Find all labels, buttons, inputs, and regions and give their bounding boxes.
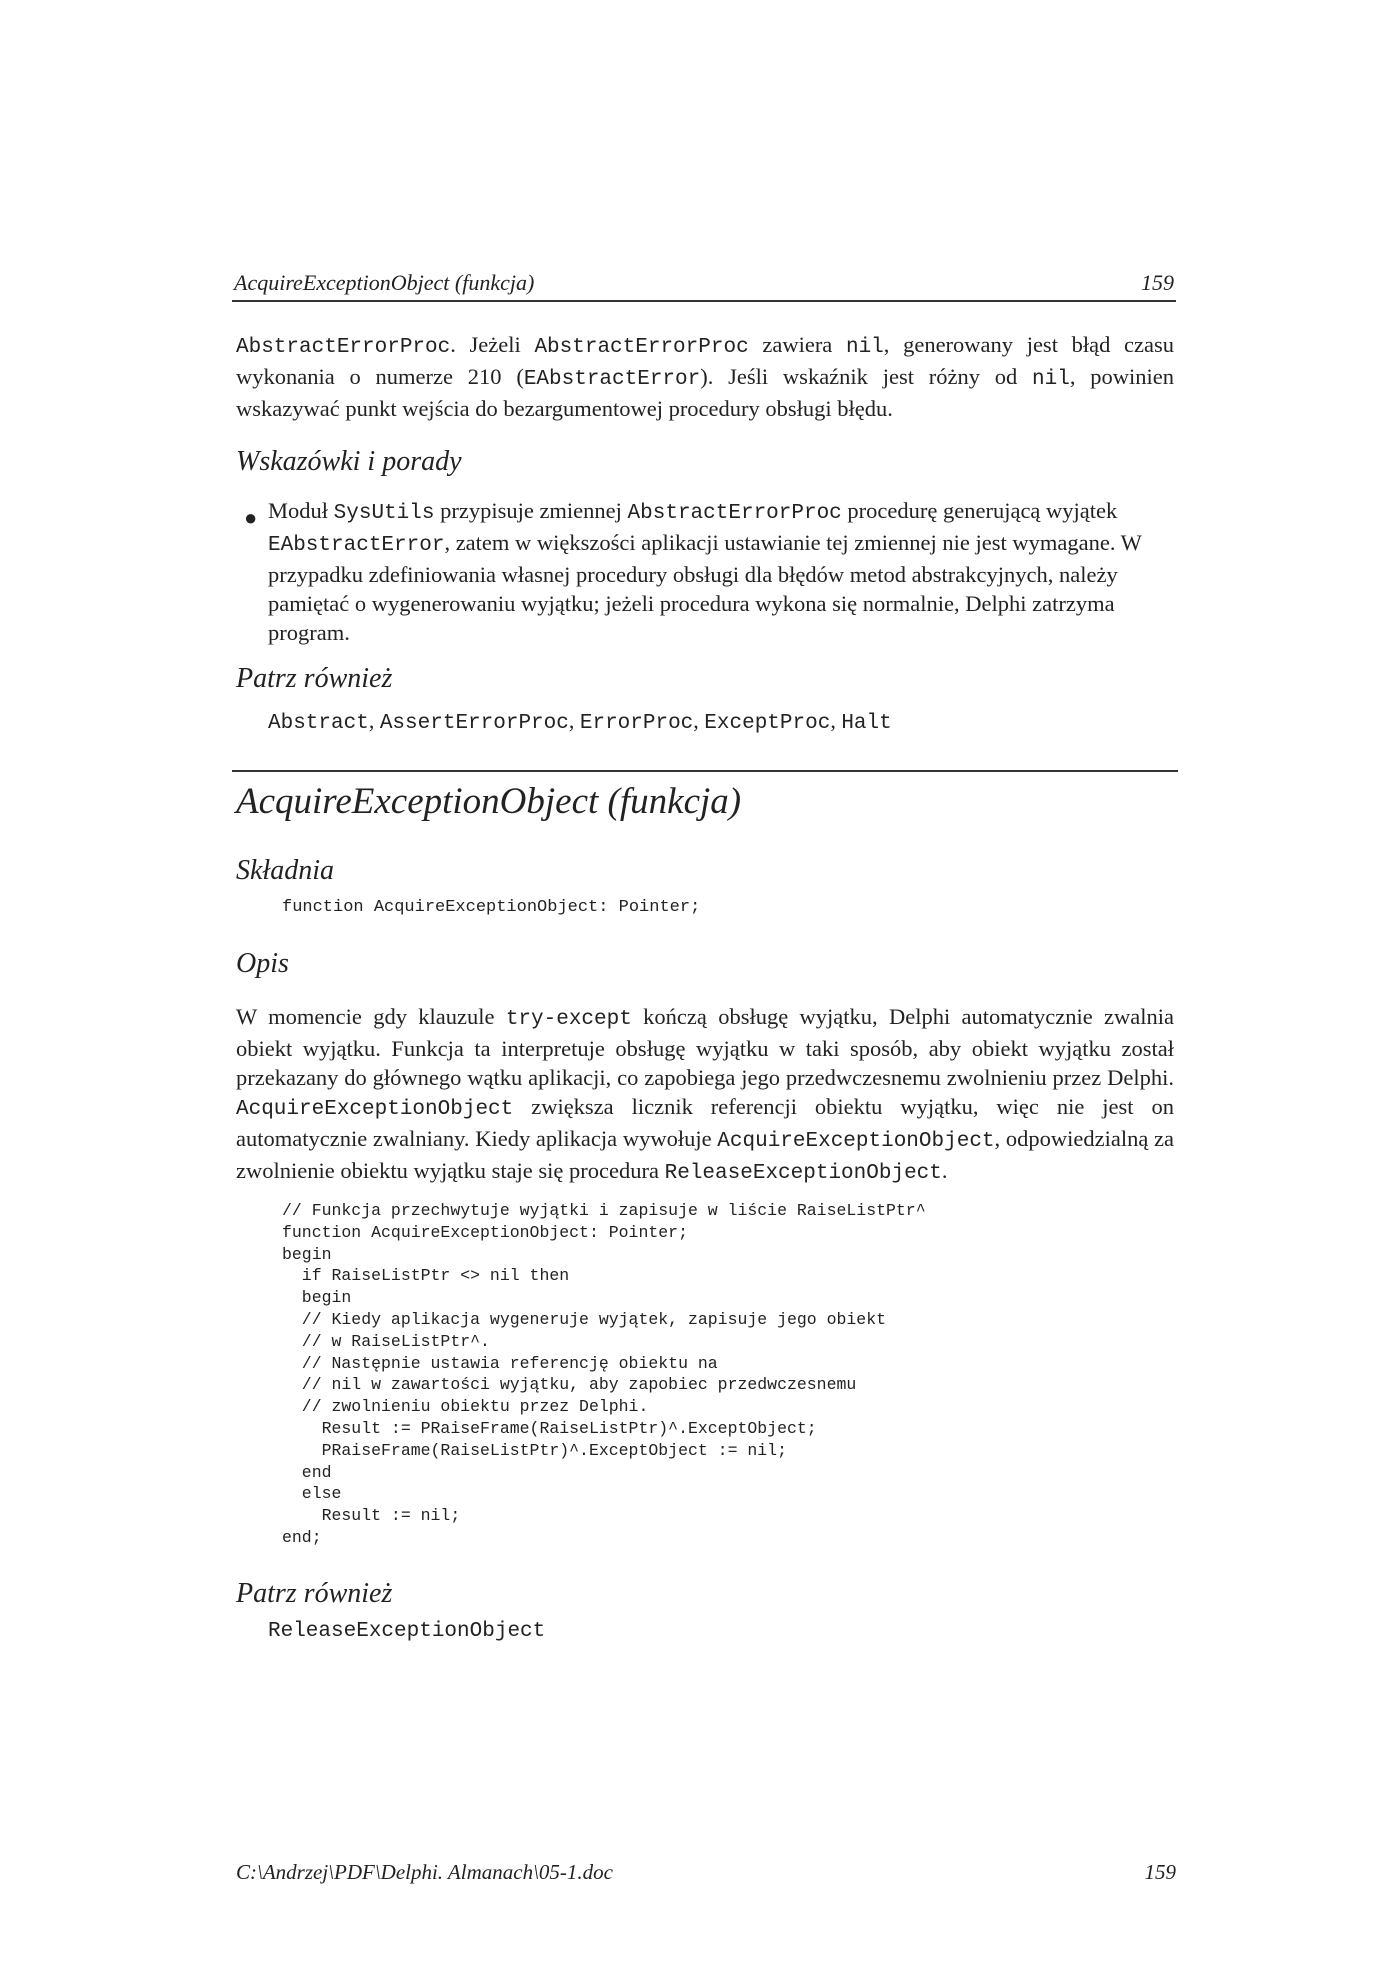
see-also-link[interactable]: AssertErrorProc <box>379 712 569 735</box>
code-term: EAbstractError <box>523 368 701 391</box>
code-listing: // Funkcja przechwytuje wyjątki i zapisuje w liście RaiseListPtr^ function AcquireExceptionObject: Pointer; begin if RaiseListPtr <> nil then begin // Kiedy aplikacja wygeneruje wyjątek, zapisuje jego obiekt // w RaiseListPtr^. // Następnie ustawia referencję obiektu na // nil w zawartości wyjątku, aby zapobiec przedwczesnemu // zwolnieniu obiektu przez Delphi. Result := PRaiseFrame(RaiseListPtr)^.ExceptObject; PRaiseFrame(RaiseListPtr)^.ExceptObject := nil; end else Result := nil; end; <box>282 1201 926 1547</box>
code-term: AcquireExceptionObject <box>236 1098 514 1121</box>
running-head <box>232 266 1176 302</box>
section-divider <box>232 770 1178 772</box>
code-term: nil <box>1032 368 1070 391</box>
see-also-list: Abstract, AssertErrorProc, ErrorProc, ExceptProc, Halt <box>268 708 892 735</box>
see-also-link[interactable]: ReleaseExceptionObject <box>268 1620 546 1643</box>
tips-bullet-item: Moduł SysUtils przypisuje zmiennej AbstractErrorProc procedurę generującą wyjątek EAbstractError, zatem w większości aplikacji ustawianie tej zmiennej nie jest wymagane. W przypadku zdefiniowania własnej procedury obsługi dla błędów metod abstrakcyjnych, należy pamiętać o wygenerowaniu wyjątku; jeżeli procedura wykona się normalnie, Delphi zatrzyma program. <box>268 498 1142 645</box>
description-paragraph: W momencie gdy klauzule try-except kończą obsługę wyjątku, Delphi automatycznie zwalnia obiekt wyjątku. Funkcja ta interpretuje obsługę wyjątku w taki sposób, aby obiekt wyjątku został przekazany do głównego wątku aplikacji, co zapobiega jego przedwczesnemu zwolnieniu przez Delphi. AcquireExceptionObject zwiększa licznik referencji obiektu wyjątku, więc nie jest on automatycznie zwalniany. Kiedy aplikacja wywołuje AcquireExceptionObject, odpowiedzialną za zwolnienie obiektu wyjątku staje się procedura ReleaseExceptionObject. <box>236 1004 1174 1185</box>
running-head-page-number: 159 <box>1141 270 1174 295</box>
code-term: try-except <box>505 1008 632 1031</box>
see-also-heading: Patrz również <box>236 1578 393 1609</box>
code-term: ReleaseExceptionObject <box>664 1162 942 1185</box>
footer-file-path: C:\Andrzej\PDF\Delphi. Almanach\05-1.doc <box>236 1860 613 1884</box>
code-term: AbstractErrorProc <box>627 502 842 525</box>
see-also-link[interactable]: Abstract <box>268 712 369 735</box>
see-also-heading: Patrz również <box>236 663 393 694</box>
bullet-icon: ● <box>244 505 258 530</box>
intro-paragraph: AbstractErrorProc. Jeżeli AbstractErrorProc zawiera nil, generowany jest błąd czasu wykonania o numerze 210 (EAbstractError). Jeśli wskaźnik jest różny od nil, powinien wskazywać punkt wejścia do bezargumentowej procedury obsługi błędu. <box>236 332 1174 421</box>
code-term: AbstractErrorProc <box>534 336 749 359</box>
section-title: AcquireExceptionObject (funkcja) <box>236 781 742 822</box>
code-term: AbstractErrorProc <box>236 336 451 359</box>
see-also-link[interactable]: Halt <box>841 712 892 735</box>
code-term: nil <box>845 336 884 359</box>
see-also-link[interactable]: ErrorProc <box>579 712 694 735</box>
running-head-title: AcquireExceptionObject (funkcja) <box>234 270 535 295</box>
code-term: SysUtils <box>333 502 435 525</box>
code-term: AcquireExceptionObject <box>717 1130 995 1153</box>
see-also-link[interactable]: ExceptProc <box>704 712 831 735</box>
tips-heading: Wskazówki i porady <box>236 446 462 477</box>
code-term: EAbstractError <box>268 534 445 557</box>
syntax-heading: Składnia <box>236 855 334 886</box>
syntax-code: function AcquireExceptionObject: Pointer; <box>282 898 701 917</box>
description-heading: Opis <box>236 948 289 979</box>
footer-page-number: 159 <box>1144 1860 1176 1884</box>
